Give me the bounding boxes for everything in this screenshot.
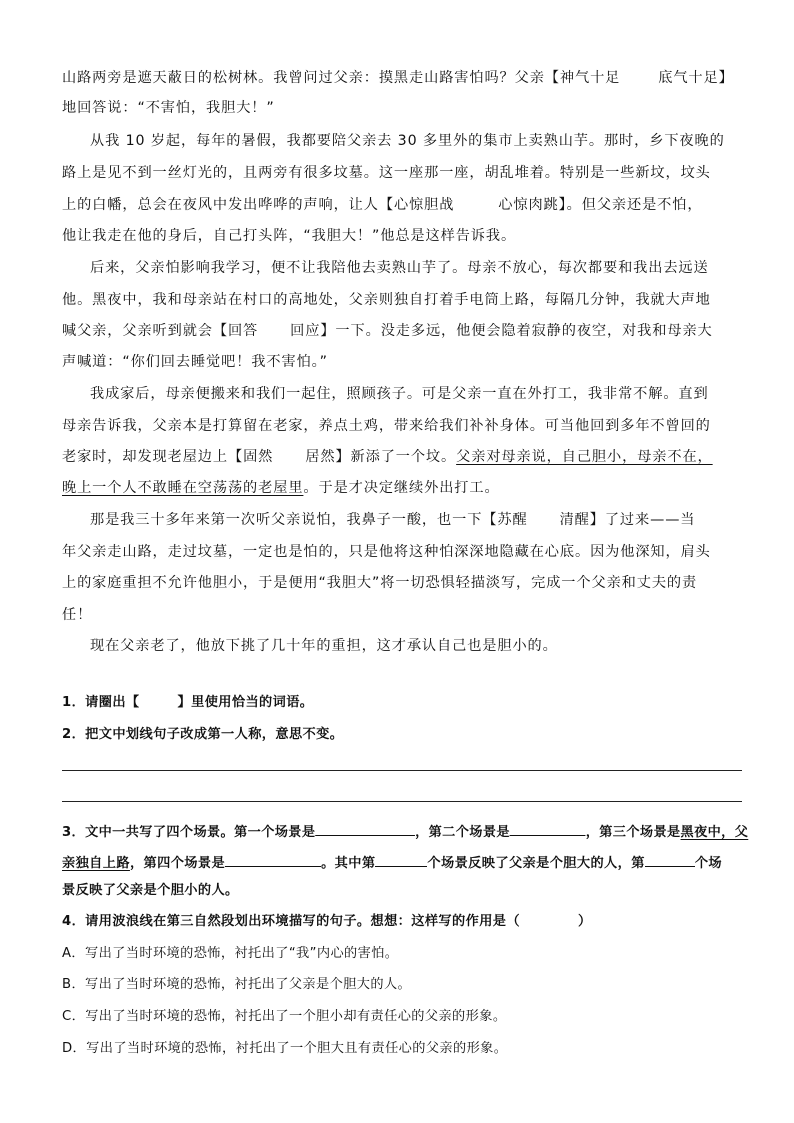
underlined-sentence: 晚上一个人不敢睡在空荡荡的老屋里 (62, 480, 304, 496)
passage-line: 从我 10 岁起，每年的暑假，我都要陪父亲去 30 多里外的集市上卖熟山芋。那时，乡下夜晚的 (90, 133, 725, 149)
passage-line: 母亲告诉我，父亲本是打算留在老家，养点土鸡，带来给我们补补身体。可当他回到多年不曾回的 (62, 418, 711, 434)
passage-line: 地回答说：“不害怕，我胆大！” (62, 100, 275, 116)
passage-line: 后来，父亲怕影响我学习，便不让我陪他去卖熟山芋了。母亲不放心，每次都要和我出去远送 (90, 260, 709, 276)
passage-line: 他。黑夜中，我和母亲站在村口的高地处，父亲则独自打着手电筒上路，每隔几分钟，我就大声地 (62, 292, 711, 308)
answer-blank[interactable] (645, 851, 695, 867)
passage-line: 年父亲走山路，走过坟墓，一定也是怕的，只是他将这种怕深深地隐藏在心底。因为他深知，肩头 (62, 544, 711, 560)
answer-blank[interactable] (315, 820, 415, 836)
passage-line: 那是我三十多年来第一次听父亲说怕，我鼻子一酸，也一下【苏醒 清醒】了过来——当 (90, 512, 696, 528)
question-3-cont: 景反映了父亲是个胆小的人。 (62, 883, 239, 898)
option-b[interactable]: B．写出了当时环境的恐怖，衬托出了父亲是个胆大的人。 (62, 977, 412, 992)
passage-line: 我成家后，母亲便搬来和我们一起住，照顾孩子。可是父亲一直在外打工，我非常不解。直到 (90, 386, 709, 402)
passage-line: 现在父亲老了，他放下挑了几十年的重担，这才承认自己也是胆小的。 (90, 638, 558, 654)
passage-line: 上的白幡，总会在夜风中发出哗哗的声响，让人【心惊胆战 心惊肉跳】。但父亲还是不怕， (62, 197, 703, 213)
option-c[interactable]: C．写出了当时环境的恐怖，衬托出了一个胆小却有责任心的父亲的形象。 (62, 1009, 507, 1024)
passage-line: 任！ (62, 607, 93, 623)
question-4: 4．请用波浪线在第三自然段划出环境描写的句子。想想：这样写的作用是（ ） (62, 914, 592, 929)
passage-line: 路上是见不到一丝灯光的，且两旁有很多坟墓。这一座那一座，胡乱堆着。特别是一些新坟，坟头 (62, 165, 711, 181)
passage-line: 他让我走在他的身后，自己打头阵，“我胆大！”他总是这样告诉我。 (62, 228, 517, 244)
underlined-sentence: 父亲对母亲说，自己胆小，母亲不在， (456, 449, 713, 465)
passage-line: 喊父亲，父亲听到就会【回答 回应】一下。没走多远，他便会隐着寂静的夜空，对我和母亲大 (62, 323, 713, 339)
passage-line: 上的家庭重担不允许他胆小，于是便用“我胆大”将一切恐惧轻描淡写，完成一个父亲和丈夫的责 (62, 575, 698, 591)
option-a[interactable]: A．写出了当时环境的恐怖，衬托出了“我”内心的害怕。 (62, 946, 399, 961)
question-1: 1．请圈出【 】里使用恰当的词语。 (62, 695, 314, 710)
question-3-cont: 亲独自上路，第四个场景是 。其中第 个场景反映了父亲是个胆大的人，第 个场 (62, 851, 722, 874)
passage-line: 晚上一个人不敢睡在空荡荡的老屋里。于是才决定继续外出打工。 (62, 480, 500, 496)
answer-blank[interactable] (375, 851, 427, 867)
answer-blank[interactable] (225, 851, 321, 867)
answer-line[interactable] (62, 801, 742, 802)
question-3: 3．文中一共写了四个场景。第一个场景是 ，第二个场景是 ，第三个场景是黑夜中，父 (62, 820, 748, 843)
question-2: 2．把文中划线句子改成第一人称，意思不变。 (62, 727, 344, 742)
passage-line: 声喊道：“你们回去睡觉吧！我不害怕。” (62, 354, 328, 370)
passage-line: 老家时，却发现老屋边上【固然 居然】新添了一个坟。父亲对母亲说，自己胆小，母亲不在， (62, 449, 713, 465)
passage-line: 山路两旁是遮天蔽日的松树林。我曾问过父亲：摸黑走山路害怕吗？父亲【神气十足 底气十足】 (62, 70, 734, 86)
option-d[interactable]: D．写出了当时环境的恐怖，衬托出了一个胆大且有责任心的父亲的形象。 (62, 1041, 508, 1056)
answer-line[interactable] (62, 770, 742, 771)
answer-blank[interactable] (510, 820, 586, 836)
